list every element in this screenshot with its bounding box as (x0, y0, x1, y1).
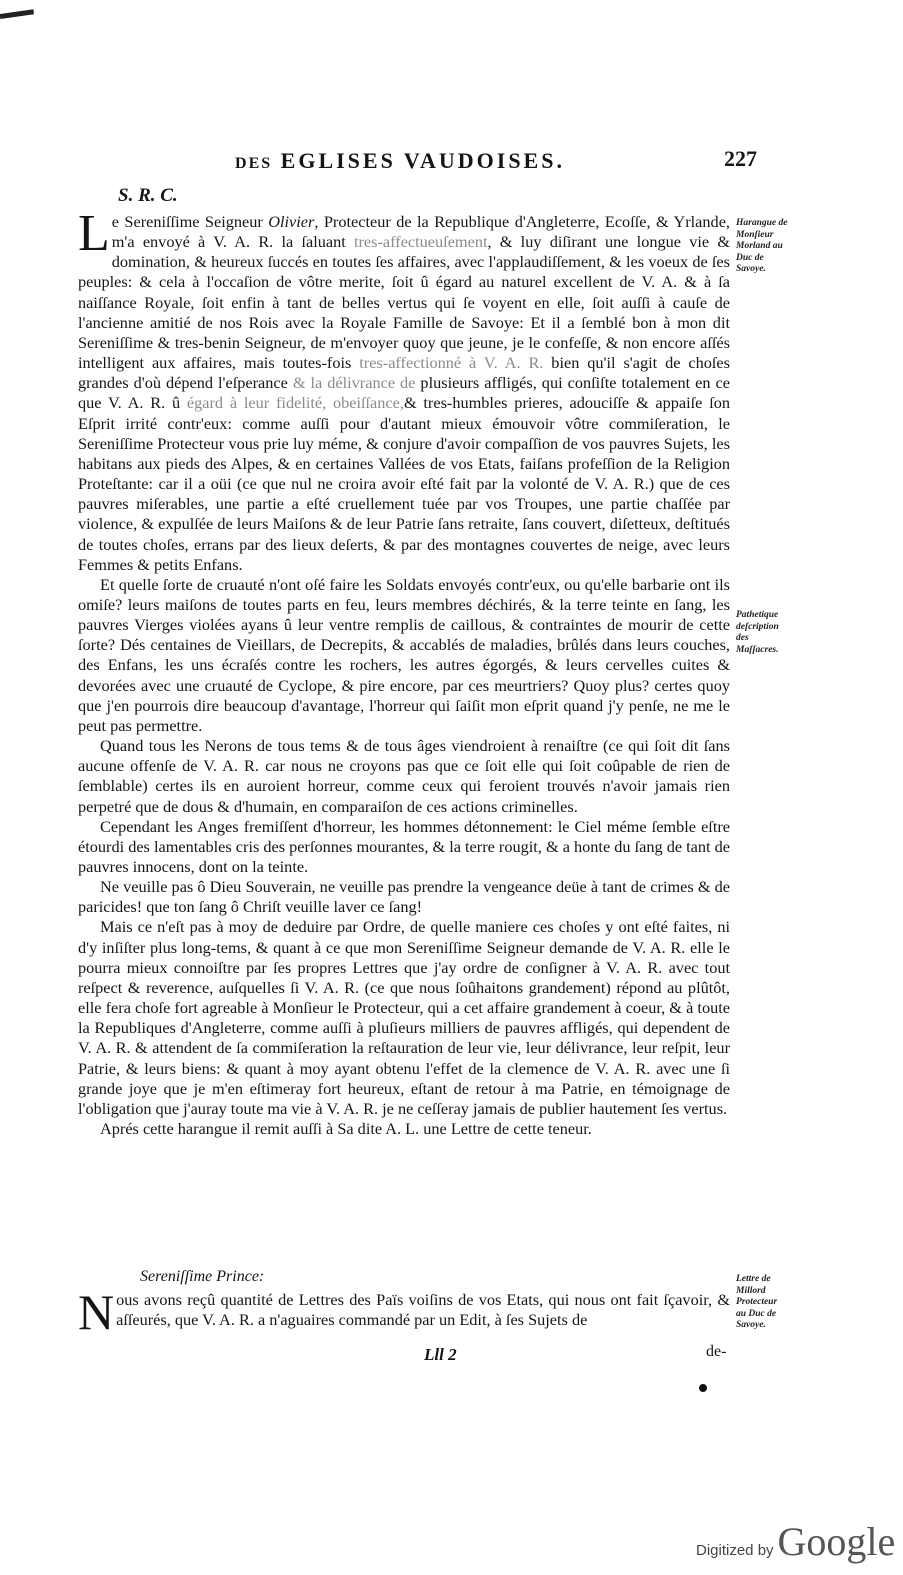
paragraph-7: Aprés cette harangue il remit auſſi à Sa dite A. L. une Lettre de cette teneur. (100, 1119, 592, 1139)
margin-note-harangue: Harangue de Monſieur Morland au Duc de Savoye. (736, 218, 788, 274)
text-run: bien qu'il s'agit de choſes grandes d'où dépend l'eſperance (78, 353, 730, 393)
letter-text: ous avons reçû quantité de Lettres des Païs voiſins de vos Etats, qui nous ont fait ſçavoir, & aſſeurés, que V. A. R. a n'aguaires commandé par un Edit, à ſes Sujets de (116, 1290, 730, 1330)
faded-text: & la délivrance de (292, 373, 416, 393)
text-run: & tres-humbles prieres, adouciſſe & appaiſe ſon Eſprit irrité contr'eux: comme auſſi pour d'autant mieux émouvoir vôtre commiſeration, le Sereniſſime Protecteur vous prie luy méme, & conjure d'avoir compaſſion de vos pauvres Sujets, les habitans aux pieds des Alpes, & en certaines Vallées de vos Etats, faiſans profeſſion de la Religion Proteſtante: car il a oüi (ce que nul ne croira avoir eſté fait par la volonté de V. A. R.) que de ces pauvres miſerables, une partie a eſté cruellement tuée par vos Troupes, une partie chaſſée par violence, & expulſée de leurs Maiſons & de leur Patrie ſans retraite, ſans couvert, diſetteux, deſtitués de toutes choſes, errans par des lieux deſerts, & par des montagnes couvertes de neige, avec leurs Femmes & petits Enfans. (78, 393, 731, 574)
letter-drop-cap: N (78, 1284, 115, 1340)
drop-cap: L (78, 205, 110, 262)
signature-mark: Lll 2 (424, 1345, 457, 1364)
digitization-watermark (696, 1518, 895, 1565)
paragraph-3: Quand tous les Nerons de tous tems & de tous âges viendroient à renaiſtre (ce qui ſoit dit ſans aucune offenſe de V. A. R. car nous ne croyons pas que ce ſoit elle qui ſoit coûpable de rien de ſemblable) certes ils en auroient horreur, comme ceux qui feroient trouvés n'avoir jamais rien perpetré que de dous & d'humain, en comparaiſon de ces actions criminelles. (78, 736, 730, 816)
letter-section (78, 1268, 730, 1347)
ink-mark (0, 9, 34, 19)
faded-text: tres-affectueuſement (353, 232, 488, 252)
faded-text: égard à leur fidelité, obeiſſance, (186, 393, 404, 413)
paragraph-4: Cependant les Anges fremiſſent d'horreur, les hommes détonnement: le Ciel méme ſemble eſtre étourdi des lamentables cris des perſonnes mourantes, & la terre rougit, & a honte du ſang de tant de pauvres innocens, dont on la teinte. (78, 816, 730, 876)
speech-salutation: S. R. C. (118, 185, 178, 206)
letter-body (78, 1284, 730, 1340)
ink-dot (699, 1384, 707, 1392)
catchword: de- (706, 1343, 727, 1360)
paragraph-6: Mais ce n'eſt pas à moy de deduire par Ordre, de quelle maniere ces choſes y ont eſté faites, ni d'y inſiſter plus long-tems, & quant à ce que mon Sereniſſime Seigneur demande de V. A. R. elle le pourra mieux connoiſtre par ſes propres Lettres que j'ay ordre de conſigner à V. A. R. avec tout reſpect & reverence, auſquelles ſi V. A. R. (ce que nous ſoûhaitons grandement) répond au plûtôt, elle fera choſe fort agreable à Monſieur le Protecteur, qui a cet affaire grandement à coeur, & à toute la Republiques d'Angleterre, comme auſſi à pluſieurs milliers de pauvres affligés, qui dependent de V. A. R. & attendent de ſa commiſeration la reſtauration de leur vie, leur délivrance, leur reſpit, leur Patrie, & leurs biens: & quant à moy ayant obtenu l'effet de la clemence de V. A. R. avec une ſi grande joye que je m'en eſtimeray fort heureux, eſtant de retour à ma Patrie, en témoignage de l'obligation que j'auray toute ma vie à V. A. R. je ne ceſſeray jamais de publier hautement ſes vertus. (78, 917, 730, 1118)
margin-note-lettre: Lettre de Millord Protecteur au Duc de Savoye. (736, 1274, 778, 1330)
speech-text (78, 205, 731, 1139)
paragraph-2: Et quelle ſorte de cruauté n'ont oſé faire les Soldats envoyés contr'eux, ou qu'elle barbarie ont ils omiſe? leurs maiſons de toutes parts en feu, leurs membres déchirés, & la terre teinte en ſang, les pauvres Vierges violées ayans û leur ventre remplis de caillous, & contraintes de mourir de cette ſorte? Dés centaines de Vieillars, de Decrepits, & accablés de maladies, brûlés dans leurs couches, des Enfans, les uns écraſés contre les rochers, les autres égorgés, & leurs cervelles cuites & devorées avec une cruauté de Cyclope, & pire encore, par ces meurtriers? Quoy plus? certes quoy que j'en pourrois dire beaucoup d'avantage, l'horreur qui ſaiſit mon eſprit quand j'y penſe, ne me le peut pas permettre. (78, 574, 730, 735)
letter-salutation: Sereniſſime Prince: (140, 1268, 265, 1285)
text-run: plusieurs affligés, qui conſiſte totalement en ce que V. A. R. û (78, 373, 730, 413)
person-name: Olivier (268, 212, 315, 231)
margin-note-description: Pathetique deſcription des Maſſacres. (736, 610, 779, 655)
paragraph-1 (78, 205, 731, 575)
digitized-by-label: Digitized by (696, 1542, 774, 1559)
google-logo: Google (777, 1519, 896, 1564)
paragraph-5: Ne veuille pas ô Dieu Souverain, ne veuille pas prendre la vengeance deüe à tant de crimes & de paricides! que ton ſang ô Chriſt veuille laver ce ſang! (78, 877, 730, 917)
text-run: , & luy diſirant une longue vie & domination, & heureux ſuccés en toutes ſes affaires, avec l'applaudiſſement, & les voeux de ſes peuples: & cela à l'occaſion de vôtre merite, ſoit û égard au naturel excellent de V. A. & à ſa naiſſance Royale, ſoit enfin à tant de belles vertus qui ſe voyent en elle, ſoit auſſi à cauſe de l'ancienne amitié de nos Rois avec la Royale Famille de Savoye: Et il a ſemblé bon à mon dit Sereniſſime & tres-benin Seigneur, de m'envoyer quoy que jeune, je le confeſſe, & non encore aſſés intelligent aux affaires, mais toutes-fois (78, 232, 730, 373)
text-run: , Protecteur de la Republique d'Angleterre, Ecoſſe, & Yrlande, m'a envoyé à V. A. R. la ſaluant (111, 212, 730, 252)
text-run: e Sereniſſime Seigneur (111, 212, 269, 231)
page-number: 227 (724, 146, 757, 171)
running-head-title: EGLISES VAUDOISES. (280, 148, 565, 173)
faded-text: tres-affectionné à V. A. R. (359, 353, 544, 373)
running-head (215, 148, 585, 174)
running-head-pre: DES (235, 155, 273, 172)
